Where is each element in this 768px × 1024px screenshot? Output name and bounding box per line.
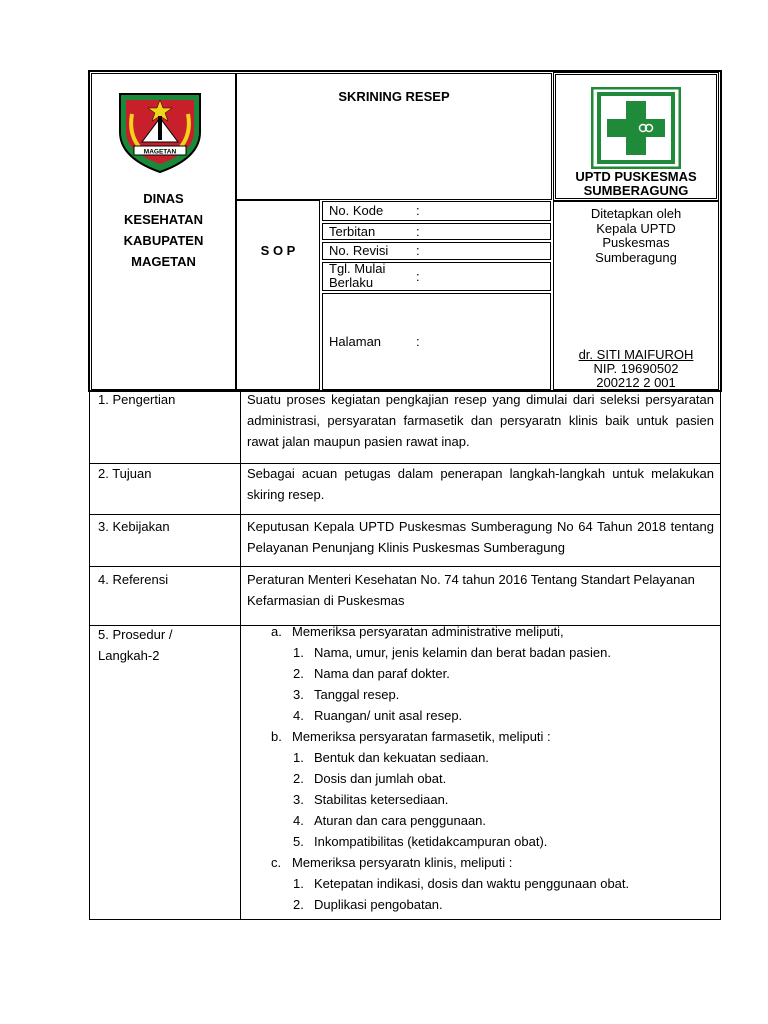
- section-text: Peraturan Menteri Kesehatan No. 74 tahun 2016 Tentang Standart Pelayanan Kefarmasian di Puskesmas: [247, 572, 695, 608]
- row-divider: [89, 514, 721, 515]
- org-name: [91, 188, 236, 272]
- item-number: 5.: [293, 834, 304, 849]
- approval-line: Ditetapkan oleh: [590, 206, 682, 221]
- field-label: Tgl. Mulai Berlaku: [329, 261, 386, 290]
- procedure-item: Bentuk dan kekuatan sediaan.: [314, 750, 489, 765]
- section-label: 4. Referensi: [98, 572, 169, 587]
- signer-nip: 200212 2 001: [596, 375, 676, 390]
- prosedur-label: [98, 624, 172, 666]
- signer-name: dr. SITI MAIFUROH: [578, 347, 694, 362]
- procedure-item: Tanggal resep.: [314, 687, 400, 702]
- doc-title: SKRINING RESEP: [338, 89, 450, 104]
- procedure-item: Inkompatibilitas (ketidakcampuran obat).: [314, 834, 548, 849]
- item-number: 1.: [293, 876, 304, 891]
- item-number: 3.: [293, 792, 304, 807]
- item-number: 3.: [293, 687, 304, 702]
- group-marker: c.: [271, 855, 282, 870]
- section-label: 3. Kebijakan: [98, 519, 170, 534]
- procedure-item: Aturan dan cara penggunaan.: [314, 813, 487, 828]
- field-sep: :: [416, 224, 420, 239]
- procedure-item: Ketepatan indikasi, dosis dan waktu penggunaan obat.: [314, 876, 630, 891]
- group-marker: b.: [271, 729, 282, 744]
- item-number: 2.: [293, 897, 304, 912]
- approval-line: Sumberagung: [595, 249, 677, 265]
- org-line: DINAS: [143, 191, 184, 206]
- procedure-item: Stabilitas ketersediaan.: [314, 792, 449, 807]
- field-sep: :: [416, 203, 420, 218]
- procedure-item: Nama dan paraf dokter.: [314, 666, 450, 681]
- puskesmas-line: SUMBERAGUNG: [583, 183, 689, 198]
- logo-banner-text: MAGETAN: [143, 148, 177, 156]
- group-title: Memeriksa persyaratan farmasetik, meliputi :: [292, 729, 551, 744]
- procedure-group: [240, 621, 720, 726]
- group-title: Memeriksa persyaratan administrative meliputi,: [292, 624, 564, 639]
- field-label: No. Revisi: [329, 243, 389, 258]
- puskesmas-name: [555, 170, 717, 198]
- sop-cell: [236, 200, 320, 390]
- procedure-item: Dosis dan jumlah obat.: [314, 771, 447, 786]
- section-text: Suatu proses kegiatan pengkajian resep yang dimulai dari seleksi persyaratan administrasi, persyaratan farmasetik dan persyaratn klinis baik untuk pasien rawat jalan maupun pasien rawat inap.: [247, 392, 714, 449]
- field-label: No. Kode: [329, 203, 384, 218]
- field-label: Halaman: [329, 334, 382, 349]
- approval-line: Puskesmas: [602, 235, 670, 250]
- procedure-group: [240, 726, 720, 852]
- signer-nip: NIP. 19690502: [593, 361, 679, 376]
- puskesmas-line: UPTD PUSKESMAS: [575, 169, 697, 184]
- org-line: MAGETAN: [131, 254, 196, 269]
- section-label: 2. Tujuan: [98, 466, 152, 481]
- prosedur-label-line: Langkah-2: [98, 648, 160, 663]
- procedure-group: [240, 852, 720, 915]
- approval-line: Kepala UPTD: [596, 220, 676, 236]
- org-line: KESEHATAN: [124, 212, 203, 227]
- sop-label: S O P: [260, 243, 296, 258]
- section-label: 1. Pengertian: [98, 392, 176, 407]
- item-number: 1.: [293, 750, 304, 765]
- procedure-item: Nama, umur, jenis kelamin dan berat badan pasien.: [314, 645, 612, 660]
- group-marker: a.: [271, 624, 282, 639]
- signer-block: [555, 348, 717, 390]
- puskesmas-logo: [591, 87, 681, 169]
- procedure-item: Ruangan/ unit asal resep.: [314, 708, 463, 723]
- item-number: 1.: [293, 645, 304, 660]
- item-number: 4.: [293, 708, 304, 723]
- row-divider: [89, 566, 721, 567]
- field-sep: :: [416, 334, 420, 349]
- section-text: Sebagai acuan petugas dalam penerapan langkah-langkah untuk melakukan skiring resep.: [247, 466, 714, 502]
- section-text: Keputusan Kepala UPTD Puskesmas Sumberagung No 64 Tahun 2018 tentang Pelayanan Penunjang Klinis Puskesmas Sumberagung: [247, 519, 714, 555]
- item-number: 4.: [293, 813, 304, 828]
- procedure-item: Duplikasi pengobatan.: [314, 897, 443, 912]
- group-title: Memeriksa persyaratn klinis, meliputi :: [292, 855, 513, 870]
- item-number: 2.: [293, 666, 304, 681]
- field-label: Terbitan: [329, 224, 376, 239]
- procedure-list: [240, 621, 720, 915]
- field-sep: :: [416, 243, 420, 258]
- approval-text: [555, 207, 717, 265]
- org-line: KABUPATEN: [123, 233, 204, 248]
- field-sep: :: [416, 269, 420, 284]
- prosedur-label-line: 5. Prosedur /: [98, 627, 173, 642]
- item-number: 2.: [293, 771, 304, 786]
- magetan-logo: [112, 88, 208, 174]
